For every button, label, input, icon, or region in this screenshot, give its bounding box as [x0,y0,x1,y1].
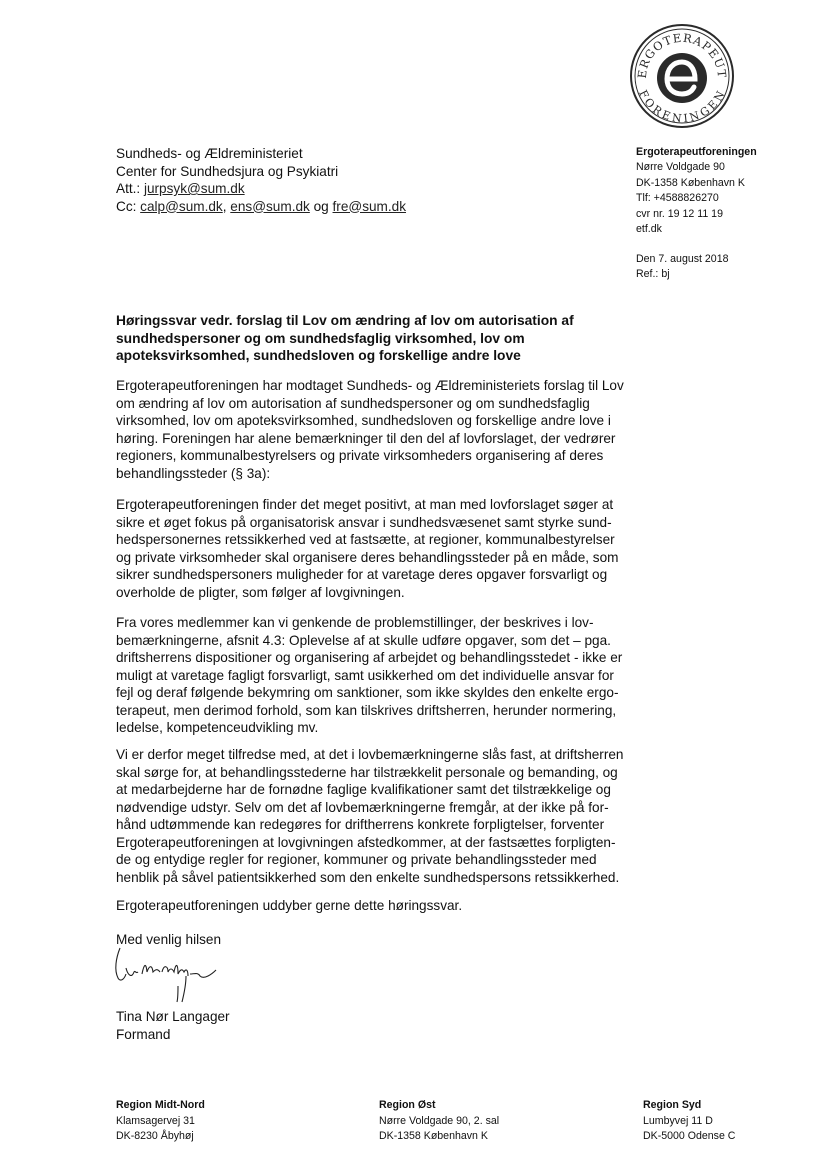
body-line: skal sørge for, at behandlingsstederne har tilstrækkelit personale og bemanding, og [116,764,618,780]
body-paragraph-1 [116,377,624,482]
recipient-cc-line [116,198,406,216]
subject-line: Høringssvar vedr. forslag til Lov om ændring af lov om autorisation af [116,313,574,328]
body-line: regioners, kommunalbestyrelsers og private virksomheders organisering af deres [116,448,604,463]
recipient-line-2: Center for Sundhedsjura og Psykiatri [116,163,339,179]
body-line: fejl og deraf følgende bekymring om sanktioner, som ikke skyldes den enkelte ergo- [116,685,619,700]
footer-region-name: Region Øst [379,1099,436,1111]
signer-name: Tina Nør Langager [116,1009,230,1024]
body-line: de og entydige regler for regioner, kommuner og private behandlingssteder med [116,852,597,867]
body-line: Ergoterapeutforeningen har modtaget Sundheds- og Ældreministeriets forslag til Lov [116,378,624,393]
footer-region-name: Region Syd [643,1099,702,1111]
body-paragraph-5 [116,897,462,915]
footer-region-street: Lumbyvej 11 D [643,1114,713,1127]
body-line: behandlingssteder (§ 3a): [116,465,271,481]
footer-region-name: Region Midt-Nord [116,1099,205,1111]
subject-line: apoteksvirksomhed, sundhedsloven og forskellige andre love [116,348,521,363]
att-email-link[interactable]: jurpsyk@sum.dk [143,181,245,196]
footer-region-syd [643,1098,735,1145]
body-line: bemærkningerne, afsnit 4.3: Oplevelse af at skulle udføre opgaver, som det – pga. [116,632,611,648]
logo-seal-icon [628,22,736,130]
body-line: sikre et øget fokus på organisatorisk ansvar i sundhedsvæsenet samt styrke sund- [116,514,612,530]
body-line: og private virksomheder skal organisere deres behandlingssteder på en måde, som [116,549,619,565]
cc-email-link-1[interactable]: calp@sum.dk [140,198,223,214]
body-line: Ergoterapeutforeningen at lovgivningen afstedkommer, at der fastsættes forpligten- [116,834,616,850]
sender-city: DK-1358 København K [636,176,745,189]
footer-region-oest [379,1098,499,1145]
body-paragraph-4 [116,746,623,886]
signer-block [116,1008,230,1043]
recipient-att-line [116,180,406,198]
footer-region-midt-nord [116,1098,205,1145]
body-line: terapeut, men derimod forhold, som kan tilskrives driftsherren, herunder normering, [116,702,617,718]
body-line: sikrer sundhedspersoners muligheder for at varetage deres opgaver forsvarligt og [116,567,608,582]
body-line: overholde de pligter, som følger af lovgivningen. [116,584,405,600]
signer-title: Formand [116,1026,171,1042]
cc-label: Cc: [116,198,141,214]
letter-subject [116,312,574,365]
body-line: muligt at varetage fagligt forsvarligt, samt usikkerhed om det individuelle ansvar for [116,667,614,683]
cc-email-link-2[interactable]: ens@sum.dk [230,198,310,214]
signature-icon [112,944,222,1006]
recipient-address [116,145,406,215]
footer-region-street: Klamsagervej 31 [116,1114,195,1127]
body-line: Fra vores medlemmer kan vi genkende de problemstillinger, der beskrives i lov- [116,615,594,630]
sender-web: etf.dk [636,223,662,236]
sender-street: Nørre Voldgade 90 [636,161,725,174]
body-line: at medarbejderne har de fornødne faglige kvalifikationer samt det tilstrækkelige og [116,782,611,797]
body-paragraph-2 [116,496,619,601]
footer-region-city: DK-8230 Åbyhøj [116,1130,194,1143]
closing-greeting: Med venlig hilsen [116,932,222,947]
body-line: høring. Foreningen har alene bemærkninger til den del af lovforslaget, der vedrører [116,430,616,446]
body-line: virksomhed, lov om apoteksvirksomhed, sundhedsloven og forskellige andre love i [116,413,611,428]
footer-region-city: DK-1358 København K [379,1130,488,1143]
body-line: hedspersonernes retssikkerhed ved at fastsætte, at regioner, kommunalbestyrelser [116,532,615,547]
att-label: Att.: [116,181,144,196]
svg-text:ERGOTERAPEUT: ERGOTERAPEUT [634,30,730,80]
body-line: nødvendige udstyr. Selv om det af lovbemærkningerne fremgår, at der ikke på for- [116,799,609,815]
body-line: ledelse, kompetenceudvikling mv. [116,720,319,735]
recipient-line-1: Sundheds- og Ældreministeriet [116,146,303,161]
body-line: driftsherrens dispositioner og organisering af arbejdet og behandlingsstedet - ikke er [116,650,623,665]
sender-address [636,145,757,237]
sender-phone: Tlf: +4588826270 [636,192,719,205]
cc-email-link-3[interactable]: fre@sum.dk [332,198,407,214]
footer-region-city: DK-5000 Odense C [643,1130,736,1143]
body-line: om ændring af lov om autorisation af sundhedspersoner og om sundhedsfaglig [116,395,590,411]
ergoterapeut-foreningen-logo [628,22,736,130]
svg-text:FORENINGEN: FORENINGEN [636,88,728,126]
cc-separator: , [222,198,231,214]
cc-og: og [309,198,333,214]
body-line: Vi er derfor meget tilfredse med, at det i lovbemærkningerne slås fast, at driftsherren [116,747,624,762]
body-line: Ergoterapeutforeningen uddyber gerne dette høringssvar. [116,898,463,913]
letter-ref: Ref.: bj [636,268,670,281]
body-paragraph-3 [116,614,622,737]
handwritten-signature [112,944,222,1006]
subject-line: sundhedspersoner og om sundhedsfaglig virksomhed, lov om [116,330,525,346]
footer-region-street: Nørre Voldgade 90, 2. sal [379,1114,500,1127]
sender-cvr: cvr nr. 19 12 11 19 [636,207,723,220]
body-line: hånd udtømmende kan redegøres for driftherrens konkrete forpligtelser, forventer [116,817,605,832]
letter-date: Den 7. august 2018 [636,253,729,265]
sender-org: Ergoterapeutforeningen [636,146,757,158]
date-reference [636,252,728,283]
body-line: henblik på såvel patientsikkerhed som den enkelte sundhedspersons retssikkerhed. [116,869,620,885]
body-line: Ergoterapeutforeningen finder det meget positivt, at man med lovforslaget søger at [116,497,614,512]
